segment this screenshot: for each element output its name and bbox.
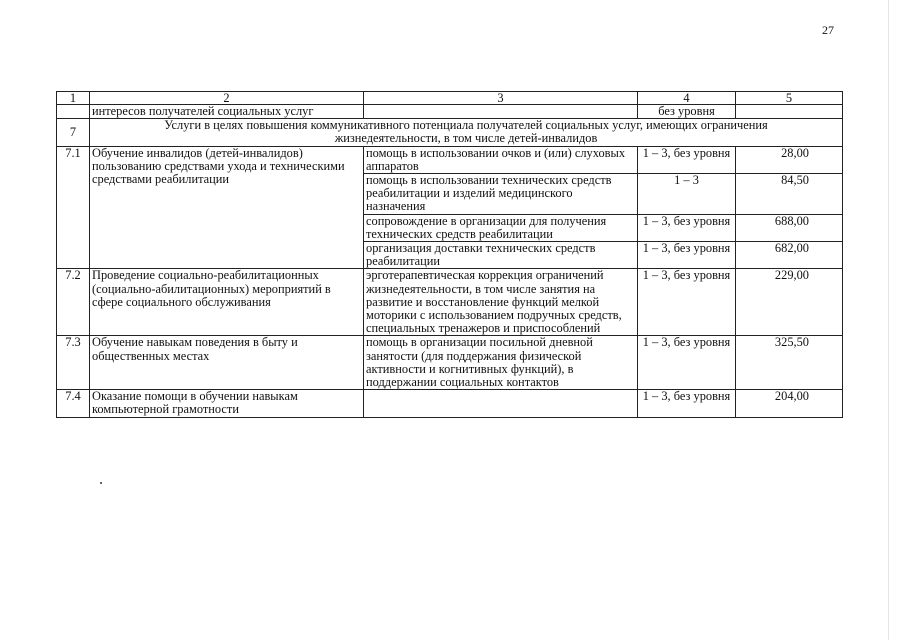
section-title: Услуги в целях повышения коммуникативного потенциала получателей социальных услуг, имеющих ограничения жизнедеятельности, в том числе детей-инвалидов [90,119,843,146]
service-name: Проведение социально-реабилитационных (социально-абилитационных) мероприятий в сфере социального обслуживания [90,269,364,336]
service-level: 1 – 3, без уровня [638,242,736,269]
header-row [57,92,843,105]
service-content: эрготерапевтическая коррекция ограничений жизнедеятельности, в том числе занятия на развитие и восстановление функций мелкой моторики с использованием подручных средств, специальных тренажеров и приспособлений [364,269,638,336]
service-content: помощь в использовании технических средств реабилитации и изделий медицинского назначения [364,174,638,215]
header-col-5: 5 [736,92,843,105]
carry-content-cell [364,105,638,119]
row-number: 7.4 [57,390,90,417]
service-price: 325,50 [736,336,843,390]
scan-edge-line [888,0,889,640]
header-col-1: 1 [57,92,90,105]
service-price: 28,00 [736,146,843,173]
service-name: Оказание помощи в обучении навыкам компьютерной грамотности [90,390,364,417]
header-col-2: 2 [90,92,364,105]
carry-over-row [57,105,843,119]
service-content: сопровождение в организации для получения технических средств реабилитации [364,214,638,241]
table-row [57,269,843,336]
header-col-4: 4 [638,92,736,105]
service-name: Обучение инвалидов (детей-инвалидов) пользованию средствами ухода и техническими средствами реабилитации [90,146,364,269]
stray-dot-mark [100,482,102,484]
table-row [57,336,843,390]
service-price: 229,00 [736,269,843,336]
table-row [57,390,843,417]
service-price: 682,00 [736,242,843,269]
service-level: 1 – 3, без уровня [638,214,736,241]
service-price: 688,00 [736,214,843,241]
row-number: 7.1 [57,146,90,269]
service-price: 204,00 [736,390,843,417]
service-content: организация доставки технических средств реабилитации [364,242,638,269]
service-price: 84,50 [736,174,843,215]
service-content [364,390,638,417]
service-level: 1 – 3 [638,174,736,215]
carry-level-cell: без уровня [638,105,736,119]
carry-price-cell [736,105,843,119]
row-number: 7.3 [57,336,90,390]
service-content: помощь в использовании очков и (или) слуховых аппаратов [364,146,638,173]
service-level: 1 – 3, без уровня [638,146,736,173]
section-number: 7 [57,119,90,146]
page-number: 27 [822,23,834,37]
service-content: помощь в организации посильной дневной занятости (для поддержания физической активности и когнитивных функций), в поддержании социальных контактов [364,336,638,390]
table-row [57,146,843,173]
header-col-3: 3 [364,92,638,105]
carry-number-cell [57,105,90,119]
service-level: 1 – 3, без уровня [638,336,736,390]
row-number: 7.2 [57,269,90,336]
service-level: 1 – 3, без уровня [638,390,736,417]
service-name: Обучение навыкам поведения в быту и общественных местах [90,336,364,390]
carry-service-cell: интересов получателей социальных услуг [90,105,364,119]
services-table [56,91,843,418]
section-row [57,119,843,146]
service-level: 1 – 3, без уровня [638,269,736,336]
